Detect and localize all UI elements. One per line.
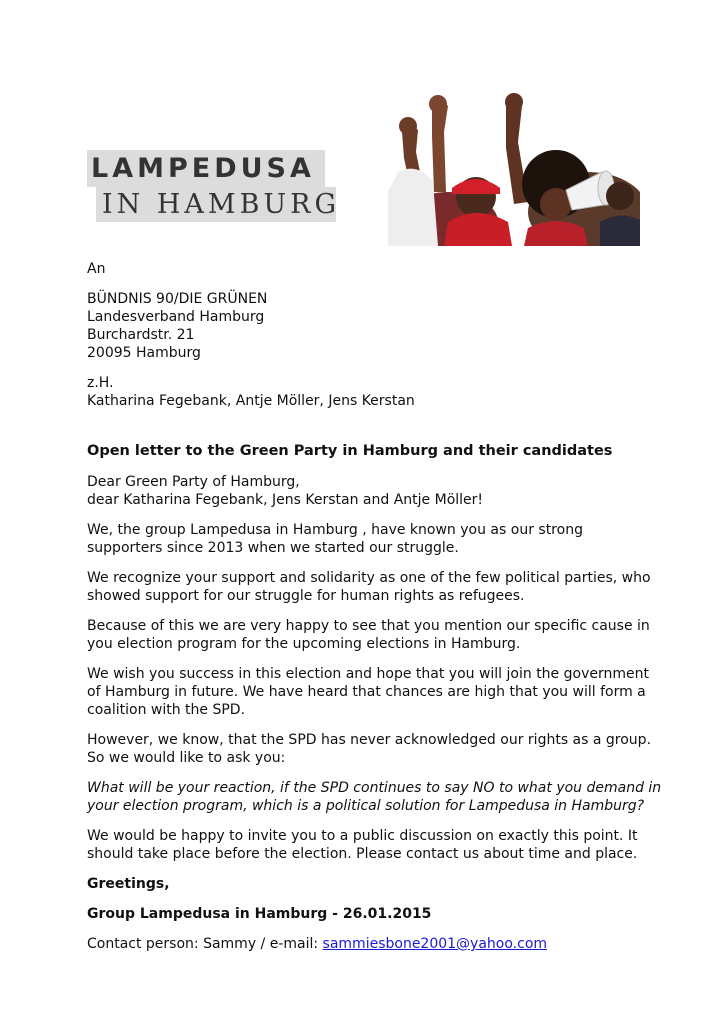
protest-photo-graphic: [388, 92, 640, 246]
paragraph-1-line1: We, the group Lampedusa in Hamburg , have known you as our strong: [87, 522, 583, 538]
logo-line1: LAMPEDUSA: [91, 153, 315, 184]
paragraph-2-line2: showed support for our struggle for human rights as refugees.: [87, 588, 525, 604]
paragraph-2-line1: We recognize your support and solidarity as one of the few political parties, who: [87, 570, 651, 586]
paragraph-5-line2: So we would like to ask you:: [87, 750, 286, 766]
recipient-city: 20095 Hamburg: [87, 345, 201, 361]
greeting: Greetings,: [87, 876, 170, 892]
signature: Group Lampedusa in Hamburg - 26.01.2015: [87, 906, 432, 922]
contact-line: [87, 935, 547, 953]
contact-label: Contact person: Sammy / e-mail:: [87, 936, 323, 952]
paragraph-6-line1: We would be happy to invite you to a public discussion on exactly this point. It: [87, 828, 638, 844]
paragraph-4-line2: of Hamburg in future. We have heard that chances are high that you will form a: [87, 684, 646, 700]
paragraph-3-line2: you election program for the upcoming elections in Hamburg.: [87, 636, 521, 652]
salutation-line1: Dear Green Party of Hamburg,: [87, 474, 300, 490]
recipient-street: Burchardstr. 21: [87, 327, 195, 343]
paragraph-1-line2: supporters since 2013 when we started our struggle.: [87, 540, 459, 556]
question-line1: What will be your reaction, if the SPD continues to say NO to what you demand in: [87, 780, 662, 796]
recipient-an: An: [87, 261, 106, 277]
paragraph-3-line1: Because of this we are very happy to see that you mention our specific cause in: [87, 618, 650, 634]
recipient-names: Katharina Fegebank, Antje Möller, Jens Kerstan: [87, 393, 415, 409]
paragraph-4-line3: coalition with the SPD.: [87, 702, 246, 718]
paragraph-4-line1: We wish you success in this election and hope that you will join the government: [87, 666, 649, 682]
recipient-attn: z.H.: [87, 375, 114, 391]
paragraph-5-line1: However, we know, that the SPD has never acknowledged our rights as a group.: [87, 732, 652, 748]
question-line2: your election program, which is a political solution for Lampedusa in Hamburg?: [87, 798, 645, 814]
paragraph-6-line2: should take place before the election. Please contact us about time and place.: [87, 846, 638, 862]
contact-email-link[interactable]: sammiesbone2001@yahoo.com: [322, 936, 548, 952]
letter-title: Open letter to the Green Party in Hamburg and their candidates: [87, 443, 613, 459]
protest-photo: [388, 92, 640, 246]
salutation-line2: dear Katharina Fegebank, Jens Kerstan and Antje Möller!: [87, 492, 484, 508]
recipient-branch: Landesverband Hamburg: [87, 309, 265, 325]
recipient-org: BÜNDNIS 90/DIE GRÜNEN: [87, 291, 268, 307]
logo-line2: IN HAMBURG: [102, 189, 341, 220]
